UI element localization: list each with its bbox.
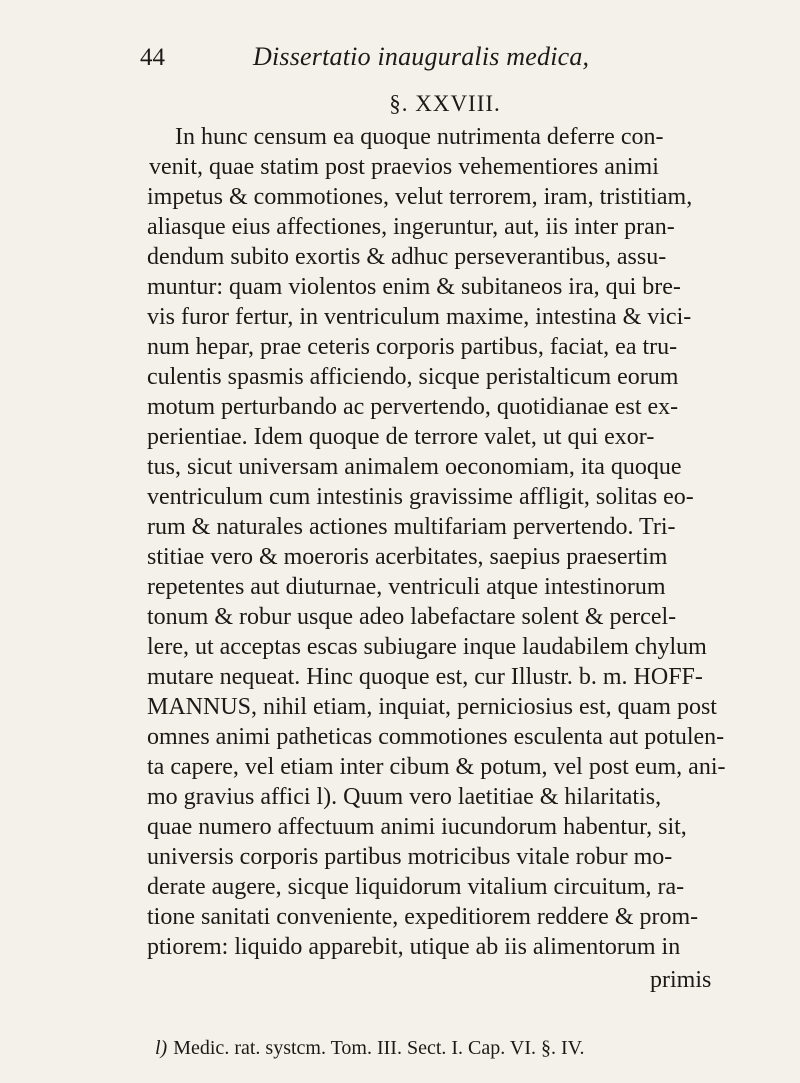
text-line: omnes animi patheticas commotiones esculenta aut potulen- — [147, 724, 725, 750]
text-line: MANNUS, nihil etiam, inquiat, perniciosius est, quam post — [147, 694, 717, 720]
section-heading-container — [0, 91, 800, 117]
running-title: Dissertatio inauguralis medica, — [253, 42, 590, 71]
text-line: aliasque eius affectiones, ingeruntur, aut, iis inter pran- — [147, 214, 675, 240]
text-line: ta capere, vel etiam inter cibum & potum, vel post eum, ani- — [147, 754, 726, 780]
text-line: dendum subito exortis & adhuc perseverantibus, assu- — [147, 244, 667, 270]
text-line: perientiae. Idem quoque de terrore valet, ut qui exor- — [147, 424, 655, 450]
text-line: tione sanitati conveniente, expeditiorem reddere & prom- — [147, 904, 699, 930]
text-line: ptiorem: liquido apparebit, utique ab iis alimentorum in — [147, 934, 681, 960]
text-line: motum perturbando ac pervertendo, quotidianae est ex- — [147, 394, 679, 420]
text-line: culentis spasmis afficiendo, sicque peristalticum eorum — [147, 364, 679, 390]
catchword: primis — [650, 967, 712, 993]
text-line: vis furor fertur, in ventriculum maxime, intestina & vici- — [147, 304, 692, 330]
text-line: repetentes aut diuturnae, ventriculi atque intestinorum — [147, 574, 666, 600]
text-line: tus, sicut universam animalem oeconomiam, ita quoque — [147, 454, 682, 480]
footnote — [135, 1014, 585, 1083]
text-line: impetus & commotiones, velut terrorem, iram, tristitiam, — [147, 184, 693, 210]
footnote-label: l) — [155, 1037, 168, 1059]
text-line: mo gravius affici l). Quum vero laetitiae & hilaritatis, — [147, 784, 662, 810]
text-line: num hepar, prae ceteris corporis partibus, faciat, ea tru- — [147, 334, 678, 360]
text-line: muntur: quam violentos enim & subitaneos ira, qui bre- — [147, 274, 681, 300]
page-header — [0, 38, 800, 78]
text-line: stitiae vero & moeroris acerbitates, saepius praesertim — [147, 544, 668, 570]
text-line: ventriculum cum intestinis gravissime affligit, solitas eo- — [147, 484, 694, 510]
text-line: derate augere, sicque liquidorum vitalium circuitum, ra- — [147, 874, 685, 900]
text-line: lere, ut acceptas escas subiugare inque laudabilem chylum — [147, 634, 707, 660]
text-line: rum & naturales actiones multifariam pervertendo. Tri- — [147, 514, 676, 540]
section-heading: §. XXVIII. — [389, 91, 501, 116]
page-number: 44 — [140, 44, 165, 71]
text-line: universis corporis partibus motricibus vitale robur mo- — [147, 844, 673, 870]
text-line: quae numero affectuum animi iucundorum habentur, sit, — [147, 814, 687, 840]
text-line: tonum & robur usque adeo labefactare solent & percel- — [147, 604, 677, 630]
text-line: venit, quae statim post praevios vehementiores animi — [149, 154, 659, 180]
text-line: mutare nequeat. Hinc quoque est, cur Illustr. b. m. HOFF- — [147, 664, 703, 690]
text-line: In hunc censum ea quoque nutrimenta deferre con- — [175, 124, 664, 150]
footnote-text: Medic. rat. systcm. Tom. III. Sect. I. Cap. VI. §. IV. — [173, 1037, 585, 1059]
